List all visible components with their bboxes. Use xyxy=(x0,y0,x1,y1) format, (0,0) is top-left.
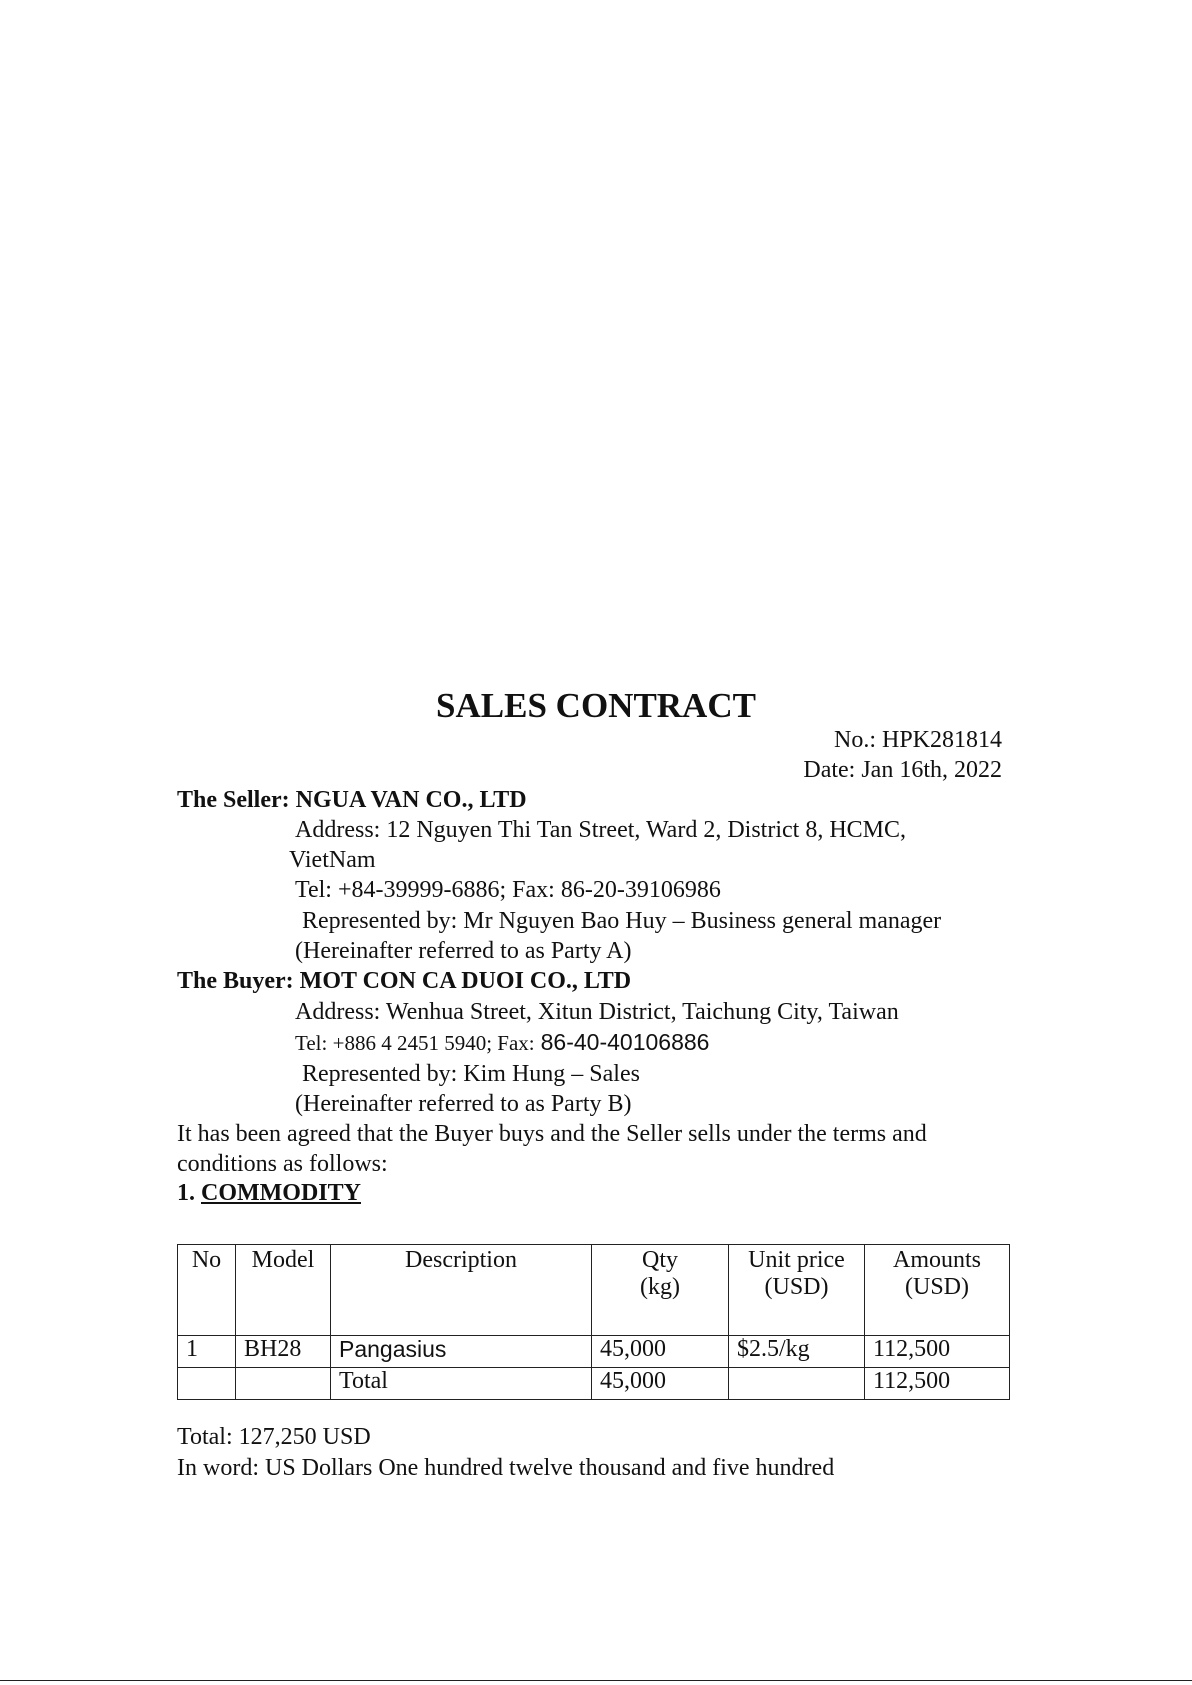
table-total-row xyxy=(178,1368,1010,1400)
header-qty-line2: (kg) xyxy=(640,1274,680,1300)
header-unit-price-line1: Unit price xyxy=(748,1247,845,1273)
buyer-label: The Buyer: xyxy=(177,968,294,994)
cell-amount: 112,500 xyxy=(865,1336,1010,1368)
section-heading-commodity xyxy=(177,1181,361,1205)
table-row xyxy=(178,1336,1010,1368)
cell-empty xyxy=(178,1368,236,1400)
buyer-tel-fax xyxy=(295,1031,709,1055)
seller-label: The Seller: xyxy=(177,787,290,813)
agreement-line1: It has been agreed that the Buyer buys and the Seller sells under the terms and xyxy=(177,1121,927,1147)
header-amounts xyxy=(865,1245,1010,1336)
buyer-name: MOT CON CA DUOI CO., LTD xyxy=(299,968,632,994)
contract-number: No.: HPK281814 xyxy=(833,727,1002,753)
cell-total-amount: 112,500 xyxy=(865,1368,1010,1400)
cell-empty xyxy=(236,1368,331,1400)
seller-address-line1: Address: 12 Nguyen Thi Tan Street, Ward 2, District 8, HCMC, xyxy=(295,817,907,843)
seller-hereinafter: (Hereinafter referred to as Party A) xyxy=(295,938,632,964)
header-qty-line1: Qty xyxy=(642,1247,678,1273)
header-model: Model xyxy=(236,1245,331,1336)
cell-total-qty: 45,000 xyxy=(592,1368,729,1400)
header-amounts-line2: (USD) xyxy=(905,1274,969,1300)
seller-heading xyxy=(177,788,527,812)
buyer-tel: Tel: +886 4 2451 5940; Fax: xyxy=(295,1031,535,1055)
buyer-fax: 86-40-40106886 xyxy=(540,1029,710,1055)
bottom-rule xyxy=(0,1680,1192,1681)
buyer-address: Address: Wenhua Street, Xitun District, Taichung City, Taiwan xyxy=(295,999,899,1025)
table-header-row xyxy=(178,1245,1010,1336)
section-number: 1. xyxy=(177,1180,195,1206)
buyer-represented-by: Represented by: Kim Hung – Sales xyxy=(302,1061,640,1087)
section-title: COMMODITY xyxy=(201,1180,361,1206)
header-amounts-line1: Amounts xyxy=(892,1247,981,1273)
header-unit-price xyxy=(729,1245,865,1336)
cell-unit-price: $2.5/kg xyxy=(729,1336,865,1368)
buyer-heading xyxy=(177,969,631,993)
commodity-table xyxy=(177,1244,1010,1400)
header-description: Description xyxy=(331,1245,592,1336)
page-title: SALES CONTRACT xyxy=(436,686,756,725)
seller-address-line2: VietNam xyxy=(289,847,376,873)
cell-empty xyxy=(729,1368,865,1400)
seller-name: NGUA VAN CO., LTD xyxy=(295,787,527,813)
header-unit-price-line2: (USD) xyxy=(764,1274,829,1300)
seller-represented-by: Represented by: Mr Nguyen Bao Huy – Business general manager xyxy=(302,908,942,934)
cell-total-label: Total xyxy=(331,1368,592,1400)
seller-tel-fax: Tel: +84-39999-6886; Fax: 86-20-39106986 xyxy=(295,877,721,903)
buyer-hereinafter: (Hereinafter referred to as Party B) xyxy=(295,1091,632,1117)
cell-model: BH28 xyxy=(236,1336,331,1368)
cell-no: 1 xyxy=(178,1336,236,1368)
header-qty xyxy=(592,1245,729,1336)
agreement-line2: conditions as follows: xyxy=(177,1151,388,1177)
contract-date: Date: Jan 16th, 2022 xyxy=(803,757,1002,783)
header-no: No xyxy=(178,1245,236,1336)
cell-description: Pangasius xyxy=(331,1336,592,1368)
cell-qty: 45,000 xyxy=(592,1336,729,1368)
summary-total: Total: 127,250 USD xyxy=(177,1424,371,1450)
summary-in-word: In word: US Dollars One hundred twelve thousand and five hundred xyxy=(177,1455,835,1481)
